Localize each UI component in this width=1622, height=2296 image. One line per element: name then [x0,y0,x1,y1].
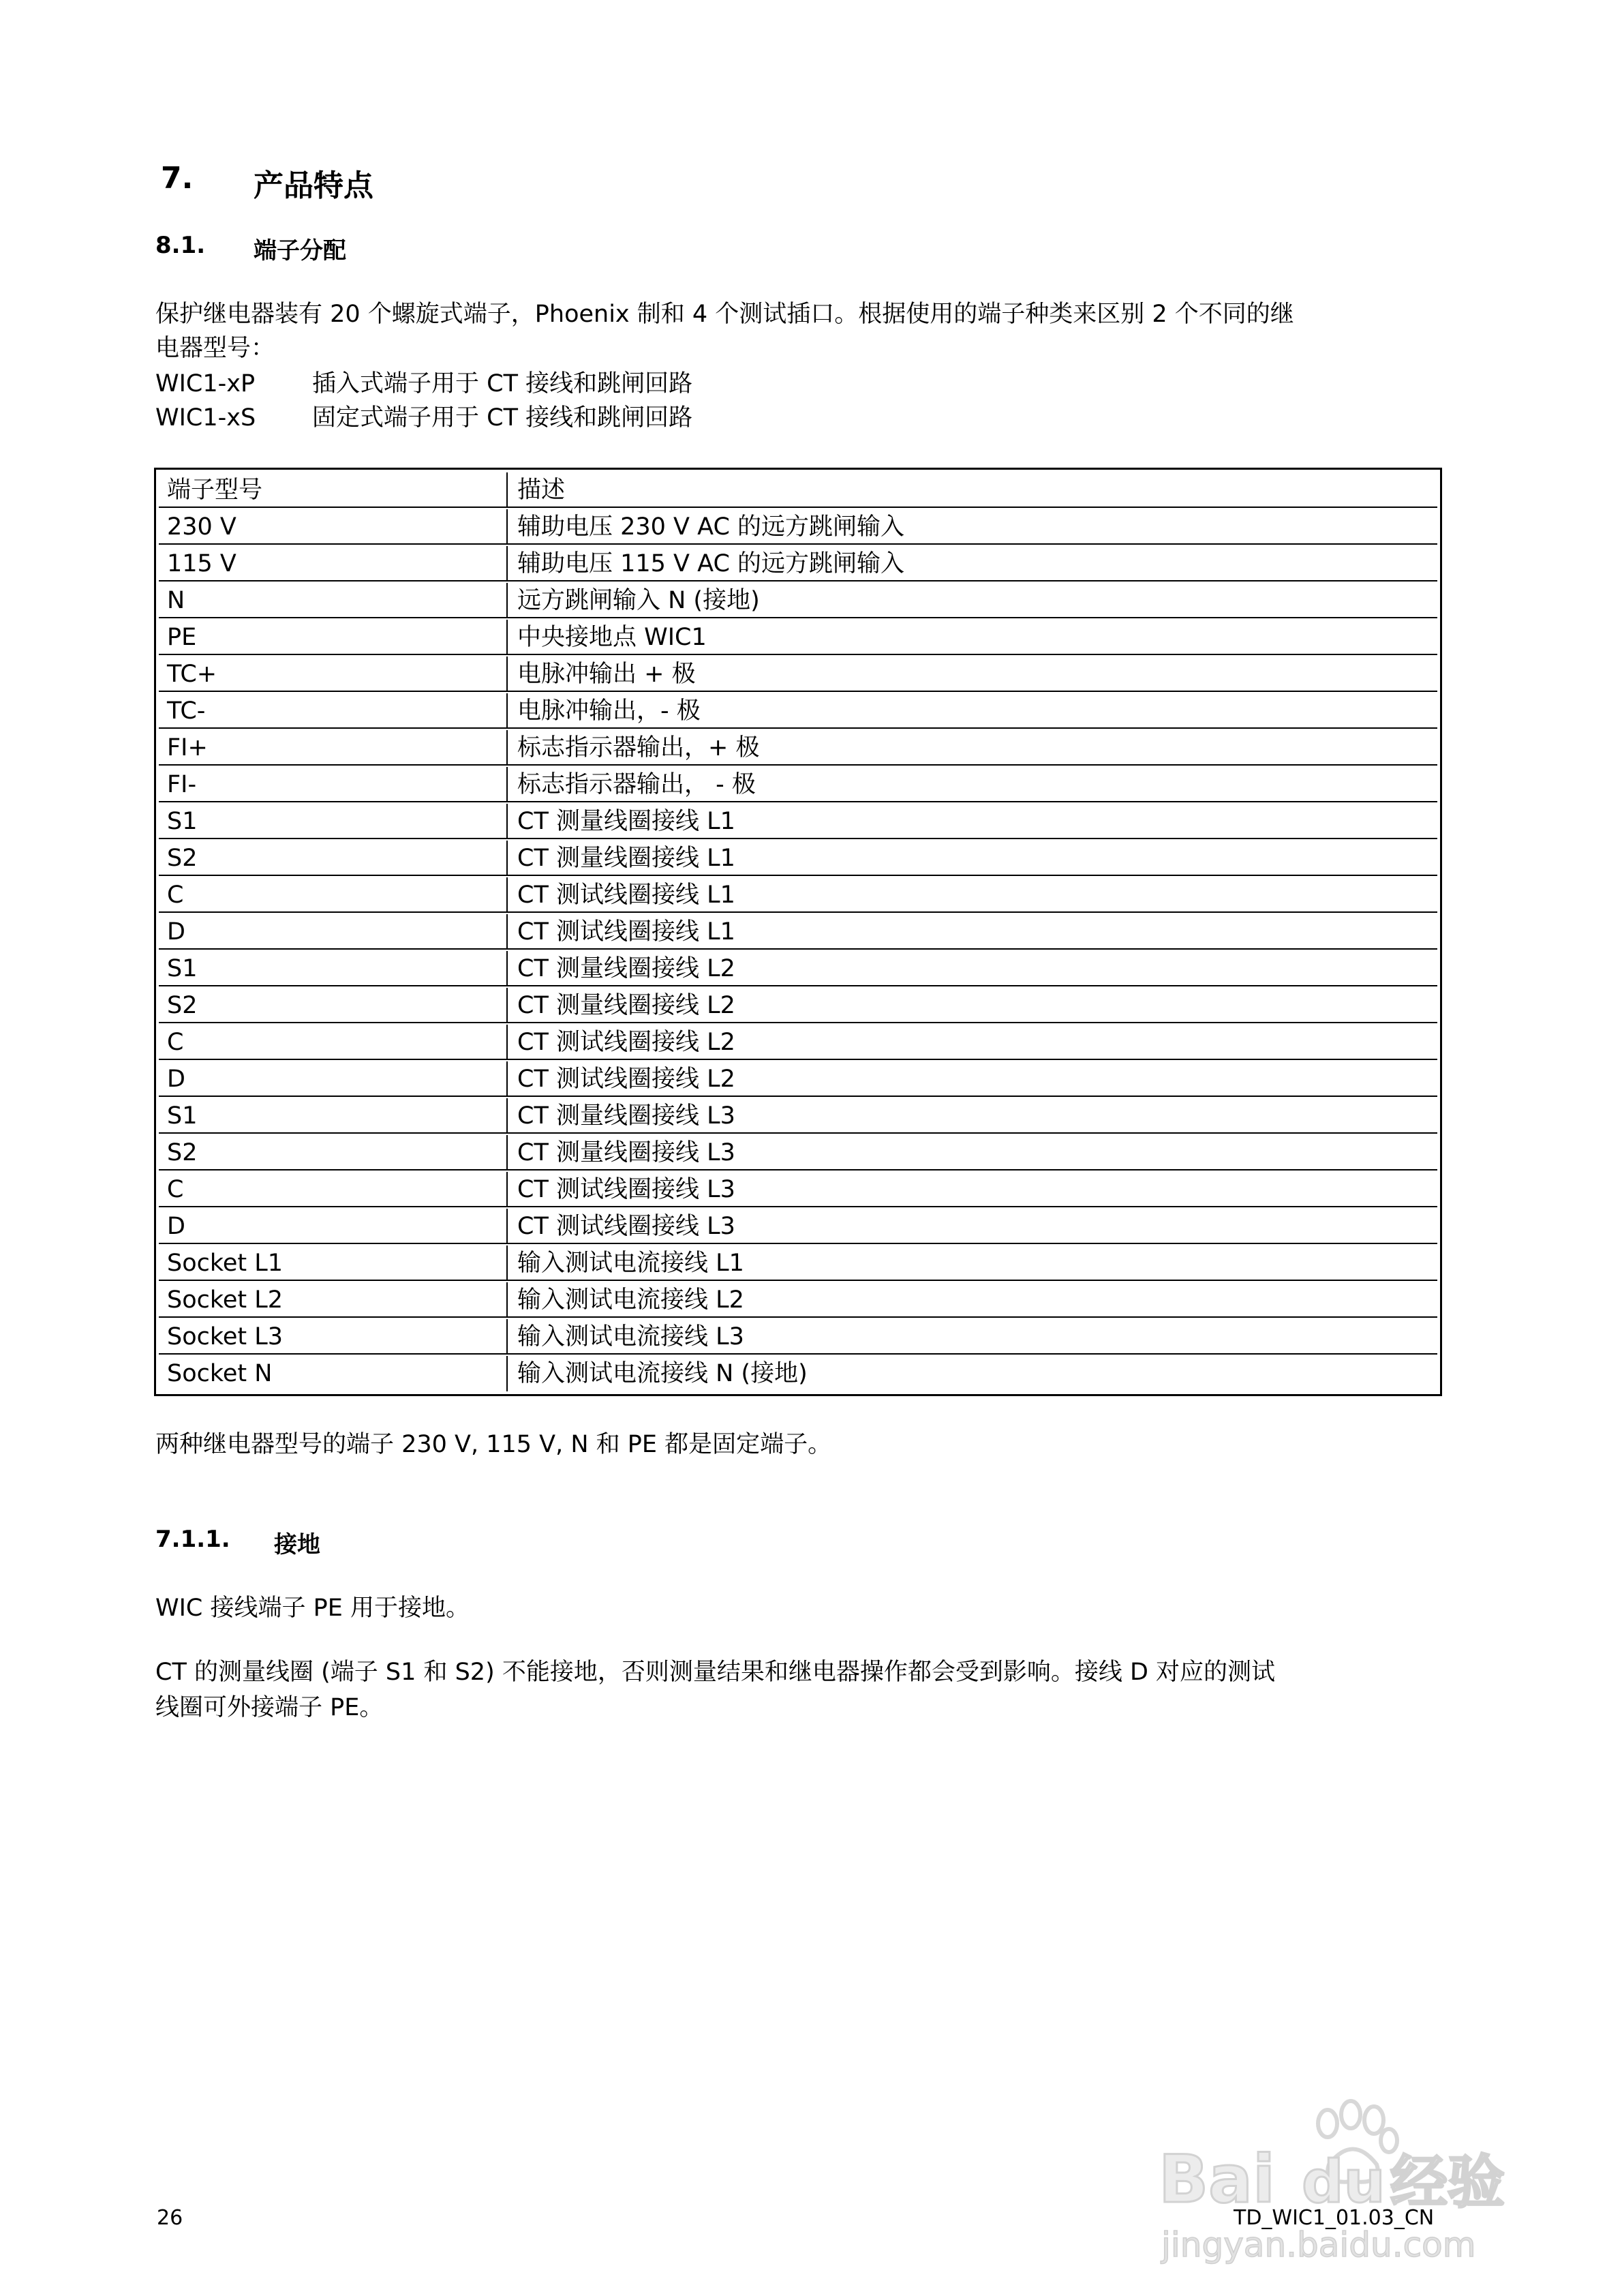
description-cell: CT 测量线圈接线 L1 [517,808,735,835]
terminal-cell: 115 V [159,546,508,580]
table-row [159,546,1437,581]
description-cell: CT 测试线圈接线 L1 [517,918,735,946]
description-cell: 输入测试电流接线 L2 [517,1286,744,1314]
table-row [159,730,1437,766]
subsection-number: 8.1. [155,232,206,259]
subsection-title: 端子分配 [254,237,346,265]
terminal-cell: TC+ [159,656,508,691]
baidu-jingyan-watermark [1159,2072,1540,2270]
description-cell: 标志指示器输出， - 极 [517,771,756,798]
description-cell: CT 测试线圈接线 L1 [517,881,735,909]
description-cell: CT 测试线圈接线 L2 [517,1066,735,1093]
terminal-cell: S2 [159,988,508,1022]
terminal-cell: TC- [159,693,508,727]
terminal-cell: PE [159,620,508,654]
grounding-paragraph-1: WIC 接线端子 PE 用于接地。 [155,1595,470,1622]
description-cell: CT 测试线圈接线 L3 [517,1176,735,1203]
terminal-cell: D [159,1061,508,1096]
type-code-1: WIC1-xP [155,370,256,397]
table-row [159,1098,1437,1134]
type-desc-2: 固定式端子用于 CT 接线和跳闸回路 [312,404,693,432]
description-cell: CT 测试线圈接线 L2 [517,1029,735,1056]
terminal-cell: Socket L2 [159,1282,508,1316]
after-table-note: 两种继电器型号的端子 230 V, 115 V, N 和 PE 都是固定端子。 [155,1431,832,1458]
table-row [159,693,1437,729]
description-cell: 电脉冲输出 + 极 [517,661,696,688]
terminal-cell: C [159,1172,508,1206]
table-row [159,988,1437,1023]
table-row [159,583,1437,618]
subsection-title: 接地 [274,1531,320,1558]
description-cell: 辅助电压 230 V AC 的远方跳闸输入 [517,513,905,541]
intro-line-2: 电器型号： [155,335,275,362]
description-cell: 中央接地点 WIC1 [517,624,707,651]
table-row [159,804,1437,839]
terminal-cell: FI- [159,767,508,801]
grounding-paragraph-2-line-2: 线圈可外接端子 PE。 [155,1694,384,1721]
terminal-cell: 230 V [159,509,508,543]
section-title: 产品特点 [254,168,373,203]
type-desc-1: 插入式端子用于 CT 接线和跳闸回路 [312,370,693,397]
terminal-cell: Socket N [159,1356,508,1391]
table-row [159,1061,1437,1097]
description-cell: 输入测试电流接线 L3 [517,1323,744,1350]
table-row [159,767,1437,802]
terminal-cell: N [159,583,508,617]
table-row [159,620,1437,655]
table-row [159,1245,1437,1281]
table-row [159,509,1437,545]
watermark-logo-graphic [1159,2072,1540,2270]
table-row [159,1135,1437,1170]
terminal-cell: FI+ [159,730,508,764]
description-cell: CT 测量线圈接线 L3 [517,1102,735,1130]
terminal-cell: C [159,877,508,911]
table-row [159,951,1437,986]
table-header-terminal: 端子型号 [159,472,508,507]
table-row [159,841,1437,876]
terminal-cell: Socket L1 [159,1245,508,1280]
description-cell: 标志指示器输出，+ 极 [517,734,760,761]
table-row [159,1282,1437,1318]
intro-line-1: 保护继电器装有 20 个螺旋式端子，Phoenix 制和 4 个测试插口。根据使用的端子种类来区别 2 个不同的继 [155,301,1294,328]
terminal-cell: S1 [159,804,508,838]
watermark-brand: Bai [1159,2141,1275,2218]
table-row [159,1356,1437,1391]
terminal-cell: C [159,1025,508,1059]
table-row [159,1319,1437,1355]
table-row [159,914,1437,950]
description-cell: CT 测量线圈接线 L2 [517,955,735,982]
terminal-cell: Socket L3 [159,1319,508,1353]
subsection-number: 7.1.1. [155,1526,230,1553]
page-number: 26 [157,2206,183,2230]
terminal-cell: S1 [159,951,508,985]
table-row [159,1172,1437,1207]
type-code-2: WIC1-xS [155,404,256,432]
table-header-row [159,472,1437,508]
table-row [159,877,1437,913]
table-row [159,1025,1437,1060]
description-cell: CT 测量线圈接线 L3 [517,1139,735,1166]
description-cell: CT 测量线圈接线 L2 [517,992,735,1019]
description-cell: 辅助电压 115 V AC 的远方跳闸输入 [517,550,905,577]
description-cell: 电脉冲输出，- 极 [517,697,701,725]
terminal-cell: D [159,914,508,948]
description-cell: 远方跳闸输入 N (接地) [517,587,760,614]
table-row [159,656,1437,692]
watermark-url: jingyan.baidu.com [1161,2225,1476,2265]
description-cell: 输入测试电流接线 N (接地) [517,1360,808,1387]
description-cell: 输入测试电流接线 L1 [517,1250,744,1277]
table-header-description: 描述 [517,477,566,504]
document-id: TD_WIC1_01.03_CN [1234,2206,1435,2230]
watermark-brand-2: du [1302,2148,1386,2216]
description-cell: CT 测量线圈接线 L1 [517,845,735,872]
terminal-cell: S2 [159,841,508,875]
grounding-paragraph-2-line-1: CT 的测量线圈 (端子 S1 和 S2) 不能接地，否则测量结果和继电器操作都会受到影响。接线 D 对应的测试 [155,1659,1276,1686]
description-cell: CT 测试线圈接线 L3 [517,1213,735,1240]
terminal-table [154,468,1442,1396]
terminal-cell: D [159,1209,508,1243]
section-number: 7. [161,161,194,196]
watermark-cn: 经验 [1390,2149,1505,2216]
terminal-cell: S1 [159,1098,508,1132]
table-row [159,1209,1437,1244]
terminal-cell: S2 [159,1135,508,1169]
